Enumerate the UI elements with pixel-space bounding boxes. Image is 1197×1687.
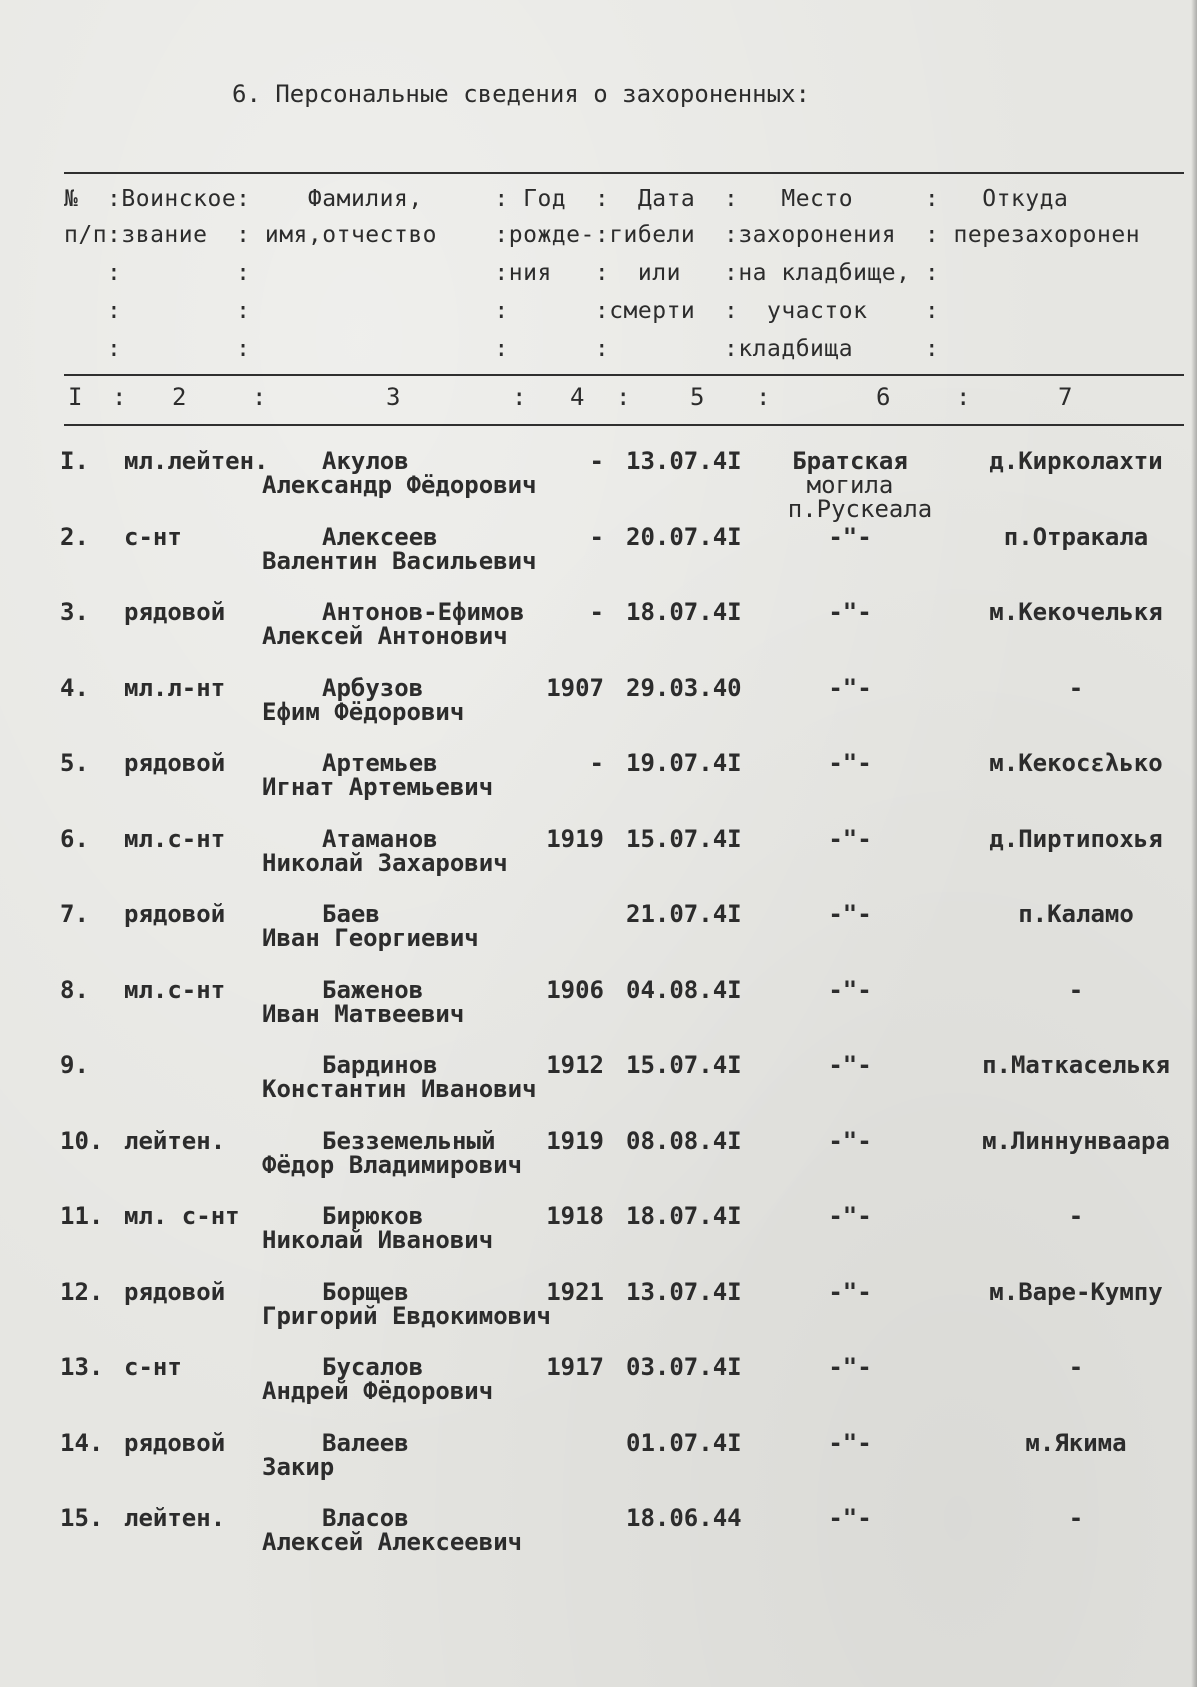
- row-death-date: 18.06.44: [626, 1504, 742, 1532]
- row-burial-place: -"-: [828, 674, 872, 702]
- row-number: I.: [60, 447, 89, 475]
- row-burial-place-line-2: могила: [806, 471, 894, 499]
- row-birth-year: 1907: [546, 674, 604, 702]
- row-given-names: Константин Иванович: [262, 1075, 537, 1103]
- row-death-date: 08.08.4I: [626, 1127, 742, 1155]
- row-number: 10.: [60, 1127, 104, 1155]
- table-row: [0, 1354, 1197, 1430]
- row-given-names: Алексей Алексеевич: [262, 1528, 523, 1556]
- table-row: [0, 524, 1197, 600]
- row-death-date: 04.08.4I: [626, 976, 742, 1004]
- column-number: 3: [386, 383, 401, 411]
- row-birth-year: 1918: [546, 1202, 604, 1230]
- row-burial-place: Братская: [792, 447, 908, 475]
- row-surname: Баженов: [322, 976, 424, 1004]
- row-burial-place: -"-: [828, 825, 872, 853]
- row-burial-place: -"-: [828, 523, 872, 551]
- row-surname: Бирюков: [322, 1202, 424, 1230]
- row-surname: Бардинов: [322, 1051, 438, 1079]
- row-surname: Власов: [322, 1504, 409, 1532]
- row-reburied-from: -: [1068, 976, 1084, 1004]
- row-reburied-from: м.Кекочелькя: [989, 598, 1163, 626]
- column-number: 7: [1058, 383, 1073, 411]
- row-burial-place: -"-: [828, 1278, 872, 1306]
- row-surname: Антонов-Ефимов: [322, 598, 525, 626]
- row-birth-year: 1912: [546, 1051, 604, 1079]
- row-given-names: Фёдор Владимирович: [262, 1151, 523, 1179]
- section-heading: 6. Персональные сведения о захороненных:: [232, 80, 810, 108]
- row-given-names: Ефим Фёдорович: [262, 698, 465, 726]
- row-given-names: Закир: [262, 1453, 335, 1481]
- column-number: 5: [690, 383, 705, 411]
- row-given-names: Иван Георгиевич: [262, 924, 479, 952]
- row-reburied-from: -: [1068, 1504, 1084, 1532]
- table-row: [0, 1430, 1197, 1506]
- table-row: [0, 1052, 1197, 1128]
- header-line-5: : : : : :кладбища :: [64, 336, 940, 362]
- table-row: [0, 826, 1197, 902]
- row-death-date: 13.07.4I: [626, 447, 742, 475]
- row-rank: с-нт: [124, 523, 182, 551]
- row-burial-place: -"-: [828, 1051, 872, 1079]
- row-surname: Баев: [322, 900, 380, 928]
- row-rank: мл.л-нт: [124, 674, 226, 702]
- row-birth-year: 1917: [546, 1353, 604, 1381]
- row-rank: рядовой: [124, 1278, 226, 1306]
- row-number: 3.: [60, 598, 89, 626]
- row-reburied-from: -: [1068, 674, 1084, 702]
- row-death-date: 18.07.4I: [626, 598, 742, 626]
- row-burial-place: -"-: [828, 976, 872, 1004]
- column-separator: :: [756, 383, 771, 411]
- row-reburied-from: м.Линнунваара: [982, 1127, 1170, 1155]
- row-surname: Акулов: [322, 447, 409, 475]
- row-number: 13.: [60, 1353, 104, 1381]
- row-rank: лейтен.: [124, 1127, 226, 1155]
- table-row: [0, 1203, 1197, 1279]
- row-number: 12.: [60, 1278, 104, 1306]
- table-row: [0, 901, 1197, 977]
- column-separator: :: [112, 383, 127, 411]
- row-reburied-from: м.Якима: [1025, 1429, 1127, 1457]
- row-reburied-from: п.Каламо: [1018, 900, 1134, 928]
- row-rank: с-нт: [124, 1353, 182, 1381]
- column-number: 6: [876, 383, 891, 411]
- row-number: 8.: [60, 976, 89, 1004]
- row-burial-place: -"-: [828, 749, 872, 777]
- row-number: 15.: [60, 1504, 104, 1532]
- row-burial-place: -"-: [828, 598, 872, 626]
- row-given-names: Андрей Фёдорович: [262, 1377, 494, 1405]
- row-death-date: 29.03.40: [626, 674, 742, 702]
- row-reburied-from: д.Кирколахти: [989, 447, 1163, 475]
- row-rank: рядовой: [124, 1429, 226, 1457]
- row-birth-year: -: [589, 749, 604, 777]
- row-rank: мл.лейтен.: [124, 447, 269, 475]
- row-number: 14.: [60, 1429, 104, 1457]
- row-rank: рядовой: [124, 900, 226, 928]
- row-rank: мл. с-нт: [124, 1202, 240, 1230]
- table-row: [0, 599, 1197, 675]
- row-birth-year: -: [589, 447, 604, 475]
- row-reburied-from: п.Отракала: [1003, 523, 1149, 551]
- row-death-date: 13.07.4I: [626, 1278, 742, 1306]
- row-death-date: 21.07.4I: [626, 900, 742, 928]
- row-given-names: Валентин Васильевич: [262, 547, 537, 575]
- column-separator: :: [956, 383, 971, 411]
- row-surname: Артемьев: [322, 749, 438, 777]
- table-row: [0, 448, 1197, 524]
- row-birth-year: 1919: [546, 825, 604, 853]
- row-surname: Бусалов: [322, 1353, 424, 1381]
- row-given-names: Александр Фёдорович: [262, 471, 537, 499]
- header-bottom-rule: [64, 424, 1184, 426]
- row-rank: лейтен.: [124, 1504, 226, 1532]
- column-number: 2: [172, 383, 187, 411]
- row-burial-place: -"-: [828, 1504, 872, 1532]
- row-birth-year: -: [589, 598, 604, 626]
- row-burial-place: -"-: [828, 900, 872, 928]
- column-number: 4: [570, 383, 585, 411]
- table-row: [0, 1128, 1197, 1204]
- header-top-rule: [64, 172, 1184, 174]
- column-separator: :: [512, 383, 527, 411]
- header-mid-rule: [64, 374, 1184, 376]
- row-number: 2.: [60, 523, 89, 551]
- header-line-3: : : :ния : или :на кладбище, :: [64, 260, 940, 286]
- row-reburied-from: д.Пиртипохья: [989, 825, 1163, 853]
- row-reburied-from: м.Варе-Кумпу: [989, 1278, 1163, 1306]
- row-death-date: 15.07.4I: [626, 825, 742, 853]
- row-surname: Валеев: [322, 1429, 409, 1457]
- header-line-1: № :Воинское: Фамилия, : Год : Дата : Место : Откуда: [64, 186, 1069, 212]
- row-rank: мл.с-нт: [124, 976, 226, 1004]
- row-rank: рядовой: [124, 749, 226, 777]
- row-number: 11.: [60, 1202, 104, 1230]
- row-given-names: Иван Матвеевич: [262, 1000, 465, 1028]
- row-given-names: Игнат Артемьевич: [262, 773, 494, 801]
- row-death-date: 20.07.4I: [626, 523, 742, 551]
- column-separator: :: [252, 383, 267, 411]
- row-reburied-from: -: [1068, 1353, 1084, 1381]
- row-reburied-from: -: [1068, 1202, 1084, 1230]
- column-separator: :: [616, 383, 631, 411]
- row-birth-year: 1919: [546, 1127, 604, 1155]
- row-surname: Арбузов: [322, 674, 424, 702]
- row-burial-place: -"-: [828, 1127, 872, 1155]
- row-rank: рядовой: [124, 598, 226, 626]
- header-line-2: п/п:звание : имя,отчество :рожде-:гибели :захоронения : перезахоронен: [64, 222, 1141, 248]
- table-row: [0, 750, 1197, 826]
- row-death-date: 19.07.4I: [626, 749, 742, 777]
- header-line-4: : : : :смерти : участок :: [64, 298, 940, 324]
- row-surname: Алексеев: [322, 523, 438, 551]
- table-row: [0, 1279, 1197, 1355]
- row-surname: Борщев: [322, 1278, 409, 1306]
- row-birth-year: 1906: [546, 976, 604, 1004]
- row-death-date: 03.07.4I: [626, 1353, 742, 1381]
- row-rank: мл.с-нт: [124, 825, 226, 853]
- row-number: 9.: [60, 1051, 89, 1079]
- row-burial-place-line-3: п.Рускеала: [787, 495, 933, 523]
- table-row: [0, 1505, 1197, 1581]
- row-burial-place: -"-: [828, 1353, 872, 1381]
- row-given-names: Григорий Евдокимович: [262, 1302, 551, 1330]
- row-burial-place: -"-: [828, 1429, 872, 1457]
- row-birth-year: 1921: [546, 1278, 604, 1306]
- row-number: 7.: [60, 900, 89, 928]
- row-given-names: Николай Иванович: [262, 1226, 494, 1254]
- table-row: [0, 675, 1197, 751]
- row-burial-place: -"-: [828, 1202, 872, 1230]
- row-death-date: 18.07.4I: [626, 1202, 742, 1230]
- row-given-names: Николай Захарович: [262, 849, 508, 877]
- row-surname: Безземельный: [322, 1127, 496, 1155]
- row-birth-year: -: [589, 523, 604, 551]
- row-surname: Атаманов: [322, 825, 438, 853]
- row-number: 5.: [60, 749, 89, 777]
- row-reburied-from: м.Кекосελько: [989, 749, 1163, 777]
- table-row: [0, 977, 1197, 1053]
- row-death-date: 01.07.4I: [626, 1429, 742, 1457]
- row-number: 4.: [60, 674, 89, 702]
- row-reburied-from: п.Маткаселькя: [982, 1051, 1170, 1079]
- row-given-names: Алексей Антонович: [262, 622, 508, 650]
- row-death-date: 15.07.4I: [626, 1051, 742, 1079]
- column-number: I: [68, 383, 83, 411]
- page-edge-shadow: [1191, 0, 1197, 1687]
- row-number: 6.: [60, 825, 89, 853]
